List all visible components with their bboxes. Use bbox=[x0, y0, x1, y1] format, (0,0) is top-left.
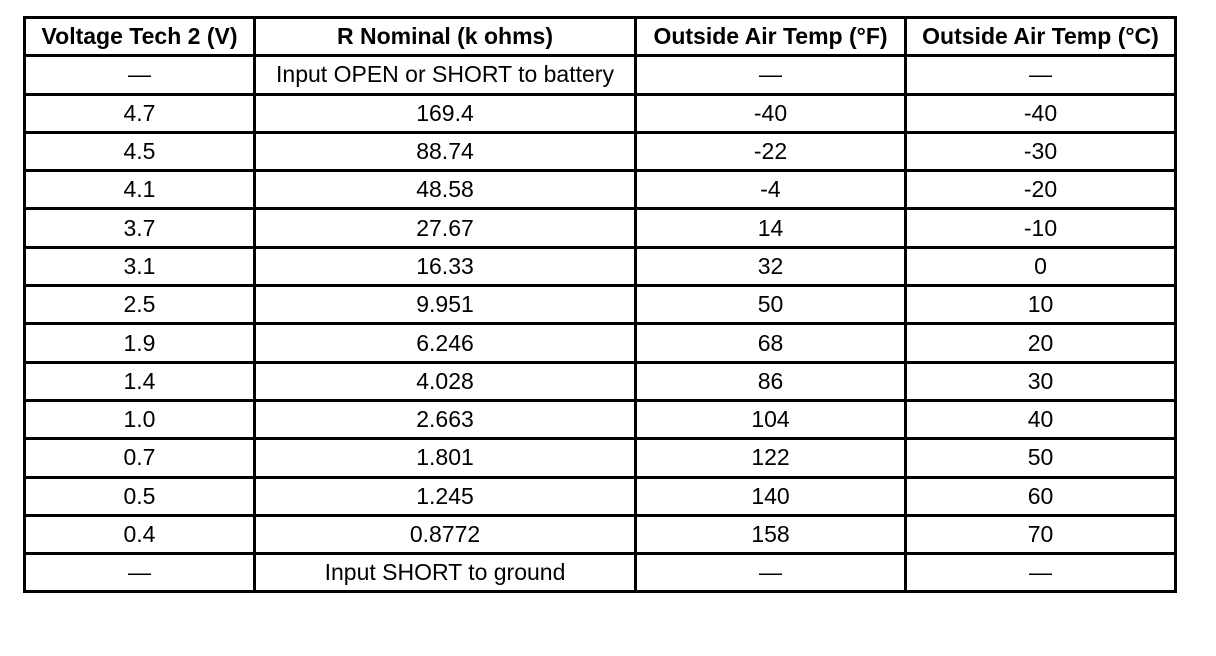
cell-voltage: 4.5 bbox=[25, 132, 255, 170]
cell-temp-f: 122 bbox=[636, 439, 906, 477]
cell-temp-c: 40 bbox=[906, 400, 1176, 438]
cell-temp-c: 70 bbox=[906, 515, 1176, 553]
cell-resistance: 4.028 bbox=[255, 362, 636, 400]
cell-temp-f: 14 bbox=[636, 209, 906, 247]
cell-voltage: 0.7 bbox=[25, 439, 255, 477]
cell-voltage: 2.5 bbox=[25, 286, 255, 324]
table-row bbox=[25, 439, 1176, 477]
cell-resistance: 16.33 bbox=[255, 247, 636, 285]
cell-temp-c: — bbox=[906, 56, 1176, 94]
cell-voltage: — bbox=[25, 554, 255, 592]
cell-temp-f: 158 bbox=[636, 515, 906, 553]
header-voltage: Voltage Tech 2 (V) bbox=[25, 18, 255, 56]
cell-resistance: 88.74 bbox=[255, 132, 636, 170]
cell-resistance: 6.246 bbox=[255, 324, 636, 362]
table-row bbox=[25, 554, 1176, 592]
cell-temp-f: — bbox=[636, 554, 906, 592]
cell-temp-f: 104 bbox=[636, 400, 906, 438]
cell-temp-c: 50 bbox=[906, 439, 1176, 477]
cell-temp-f: -4 bbox=[636, 171, 906, 209]
table-row bbox=[25, 324, 1176, 362]
cell-temp-c: -30 bbox=[906, 132, 1176, 170]
cell-resistance: 48.58 bbox=[255, 171, 636, 209]
cell-voltage: 0.4 bbox=[25, 515, 255, 553]
cell-temp-f: 140 bbox=[636, 477, 906, 515]
cell-voltage: 3.1 bbox=[25, 247, 255, 285]
cell-temp-f: 86 bbox=[636, 362, 906, 400]
cell-temp-f: 32 bbox=[636, 247, 906, 285]
cell-voltage: 4.1 bbox=[25, 171, 255, 209]
cell-voltage: 0.5 bbox=[25, 477, 255, 515]
cell-resistance: Input SHORT to ground bbox=[255, 554, 636, 592]
cell-voltage: 1.0 bbox=[25, 400, 255, 438]
cell-temp-c: 0 bbox=[906, 247, 1176, 285]
header-resistance: R Nominal (k ohms) bbox=[255, 18, 636, 56]
table-row bbox=[25, 94, 1176, 132]
cell-voltage: 1.4 bbox=[25, 362, 255, 400]
cell-temp-f: — bbox=[636, 56, 906, 94]
cell-resistance: 27.67 bbox=[255, 209, 636, 247]
cell-resistance: 9.951 bbox=[255, 286, 636, 324]
header-temp-c: Outside Air Temp (°C) bbox=[906, 18, 1176, 56]
table-row bbox=[25, 477, 1176, 515]
header-row bbox=[25, 18, 1176, 56]
table-row bbox=[25, 515, 1176, 553]
cell-temp-f: 68 bbox=[636, 324, 906, 362]
table-row bbox=[25, 171, 1176, 209]
cell-temp-c: -40 bbox=[906, 94, 1176, 132]
table-row bbox=[25, 132, 1176, 170]
cell-temp-f: -22 bbox=[636, 132, 906, 170]
cell-resistance: 1.801 bbox=[255, 439, 636, 477]
cell-temp-c: -20 bbox=[906, 171, 1176, 209]
cell-temp-f: 50 bbox=[636, 286, 906, 324]
table-row bbox=[25, 286, 1176, 324]
cell-resistance: Input OPEN or SHORT to battery bbox=[255, 56, 636, 94]
cell-voltage: — bbox=[25, 56, 255, 94]
cell-resistance: 169.4 bbox=[255, 94, 636, 132]
cell-temp-c: 60 bbox=[906, 477, 1176, 515]
cell-resistance: 1.245 bbox=[255, 477, 636, 515]
cell-resistance: 2.663 bbox=[255, 400, 636, 438]
cell-temp-c: 10 bbox=[906, 286, 1176, 324]
cell-temp-c: -10 bbox=[906, 209, 1176, 247]
table-row bbox=[25, 400, 1176, 438]
table-row bbox=[25, 247, 1176, 285]
table-container bbox=[23, 16, 1177, 593]
cell-voltage: 4.7 bbox=[25, 94, 255, 132]
cell-voltage: 1.9 bbox=[25, 324, 255, 362]
cell-voltage: 3.7 bbox=[25, 209, 255, 247]
cell-temp-c: — bbox=[906, 554, 1176, 592]
cell-temp-c: 30 bbox=[906, 362, 1176, 400]
header-temp-f: Outside Air Temp (°F) bbox=[636, 18, 906, 56]
cell-resistance: 0.8772 bbox=[255, 515, 636, 553]
table-row bbox=[25, 209, 1176, 247]
table-row bbox=[25, 362, 1176, 400]
sensor-table bbox=[23, 16, 1177, 593]
cell-temp-f: -40 bbox=[636, 94, 906, 132]
cell-temp-c: 20 bbox=[906, 324, 1176, 362]
table-row bbox=[25, 56, 1176, 94]
